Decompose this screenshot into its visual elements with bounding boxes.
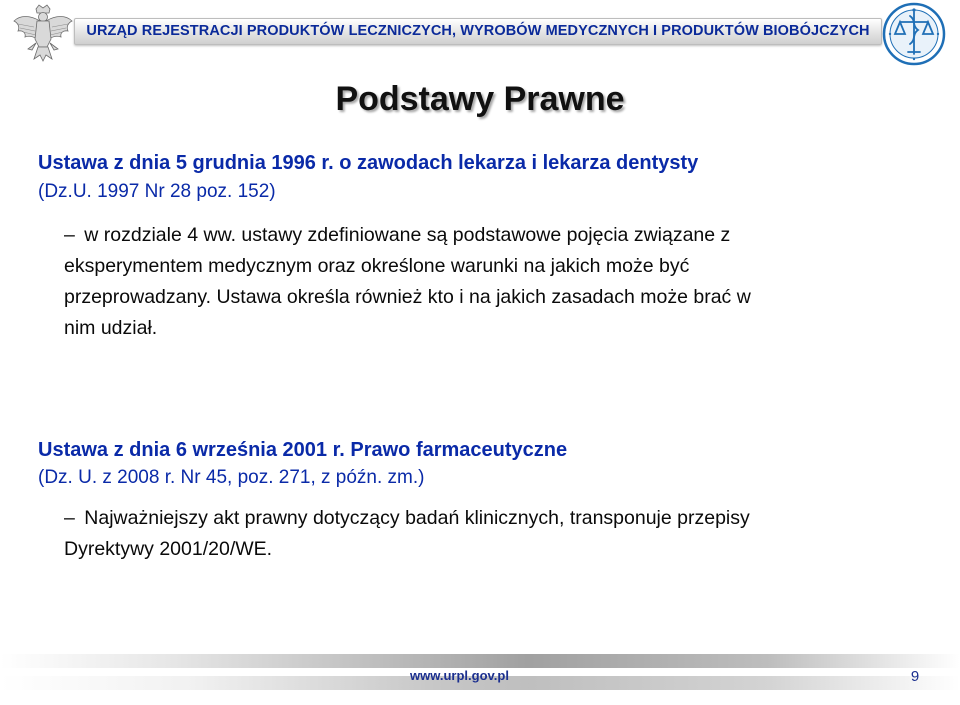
urpl-logo-icon (882, 2, 946, 66)
law-1-line-2: eksperymentem medycznym oraz określone warunki na jakich może być (64, 255, 690, 277)
law-1-line-1: – w rozdziale 4 ww. ustawy zdefiniowane są podstawowe pojęcia związane z (64, 224, 731, 246)
law-1-title: Ustawa z dnia 5 grudnia 1996 r. o zawodach lekarza i lekarza dentysty (38, 152, 699, 174)
dash: – (64, 507, 75, 529)
footer-divider-top (0, 654, 960, 668)
law-1-line-4: nim udział. (64, 317, 158, 339)
slide-title: Podstawy Prawne (335, 80, 625, 118)
polish-eagle-emblem-icon (10, 3, 76, 65)
footer-url-link[interactable]: www.urpl.gov.pl (410, 668, 509, 683)
law-2-line-2: Dyrektywy 2001/20/WE. (64, 538, 273, 560)
header-banner (74, 18, 882, 45)
law-1-reference: (Dz.U. 1997 Nr 28 poz. 152) (38, 181, 276, 202)
law-block-2 (38, 439, 918, 565)
law-1-description (38, 220, 918, 344)
page-number: 9 (910, 668, 920, 685)
law-1-line-3: przeprowadzany. Ustawa określa również kto i na jakich zasadach może brać w (64, 286, 751, 308)
law-2-title: Ustawa z dnia 6 września 2001 r. Prawo farmaceutyczne (38, 439, 568, 461)
law-2-reference: (Dz. U. z 2008 r. Nr 45, poz. 271, z późn. zm.) (38, 467, 425, 488)
dash: – (64, 224, 75, 246)
law-2-description (38, 503, 918, 565)
law-block-1 (38, 152, 918, 344)
agency-name: URZĄD REJESTRACJI PRODUKTÓW LECZNICZYCH, WYROBÓW MEDYCZNYCH I PRODUKTÓW BIOBÓJCZYCH (86, 23, 870, 39)
law-2-line-1: – Najważniejszy akt prawny dotyczący badań klinicznych, transponuje przepisy (64, 507, 750, 529)
